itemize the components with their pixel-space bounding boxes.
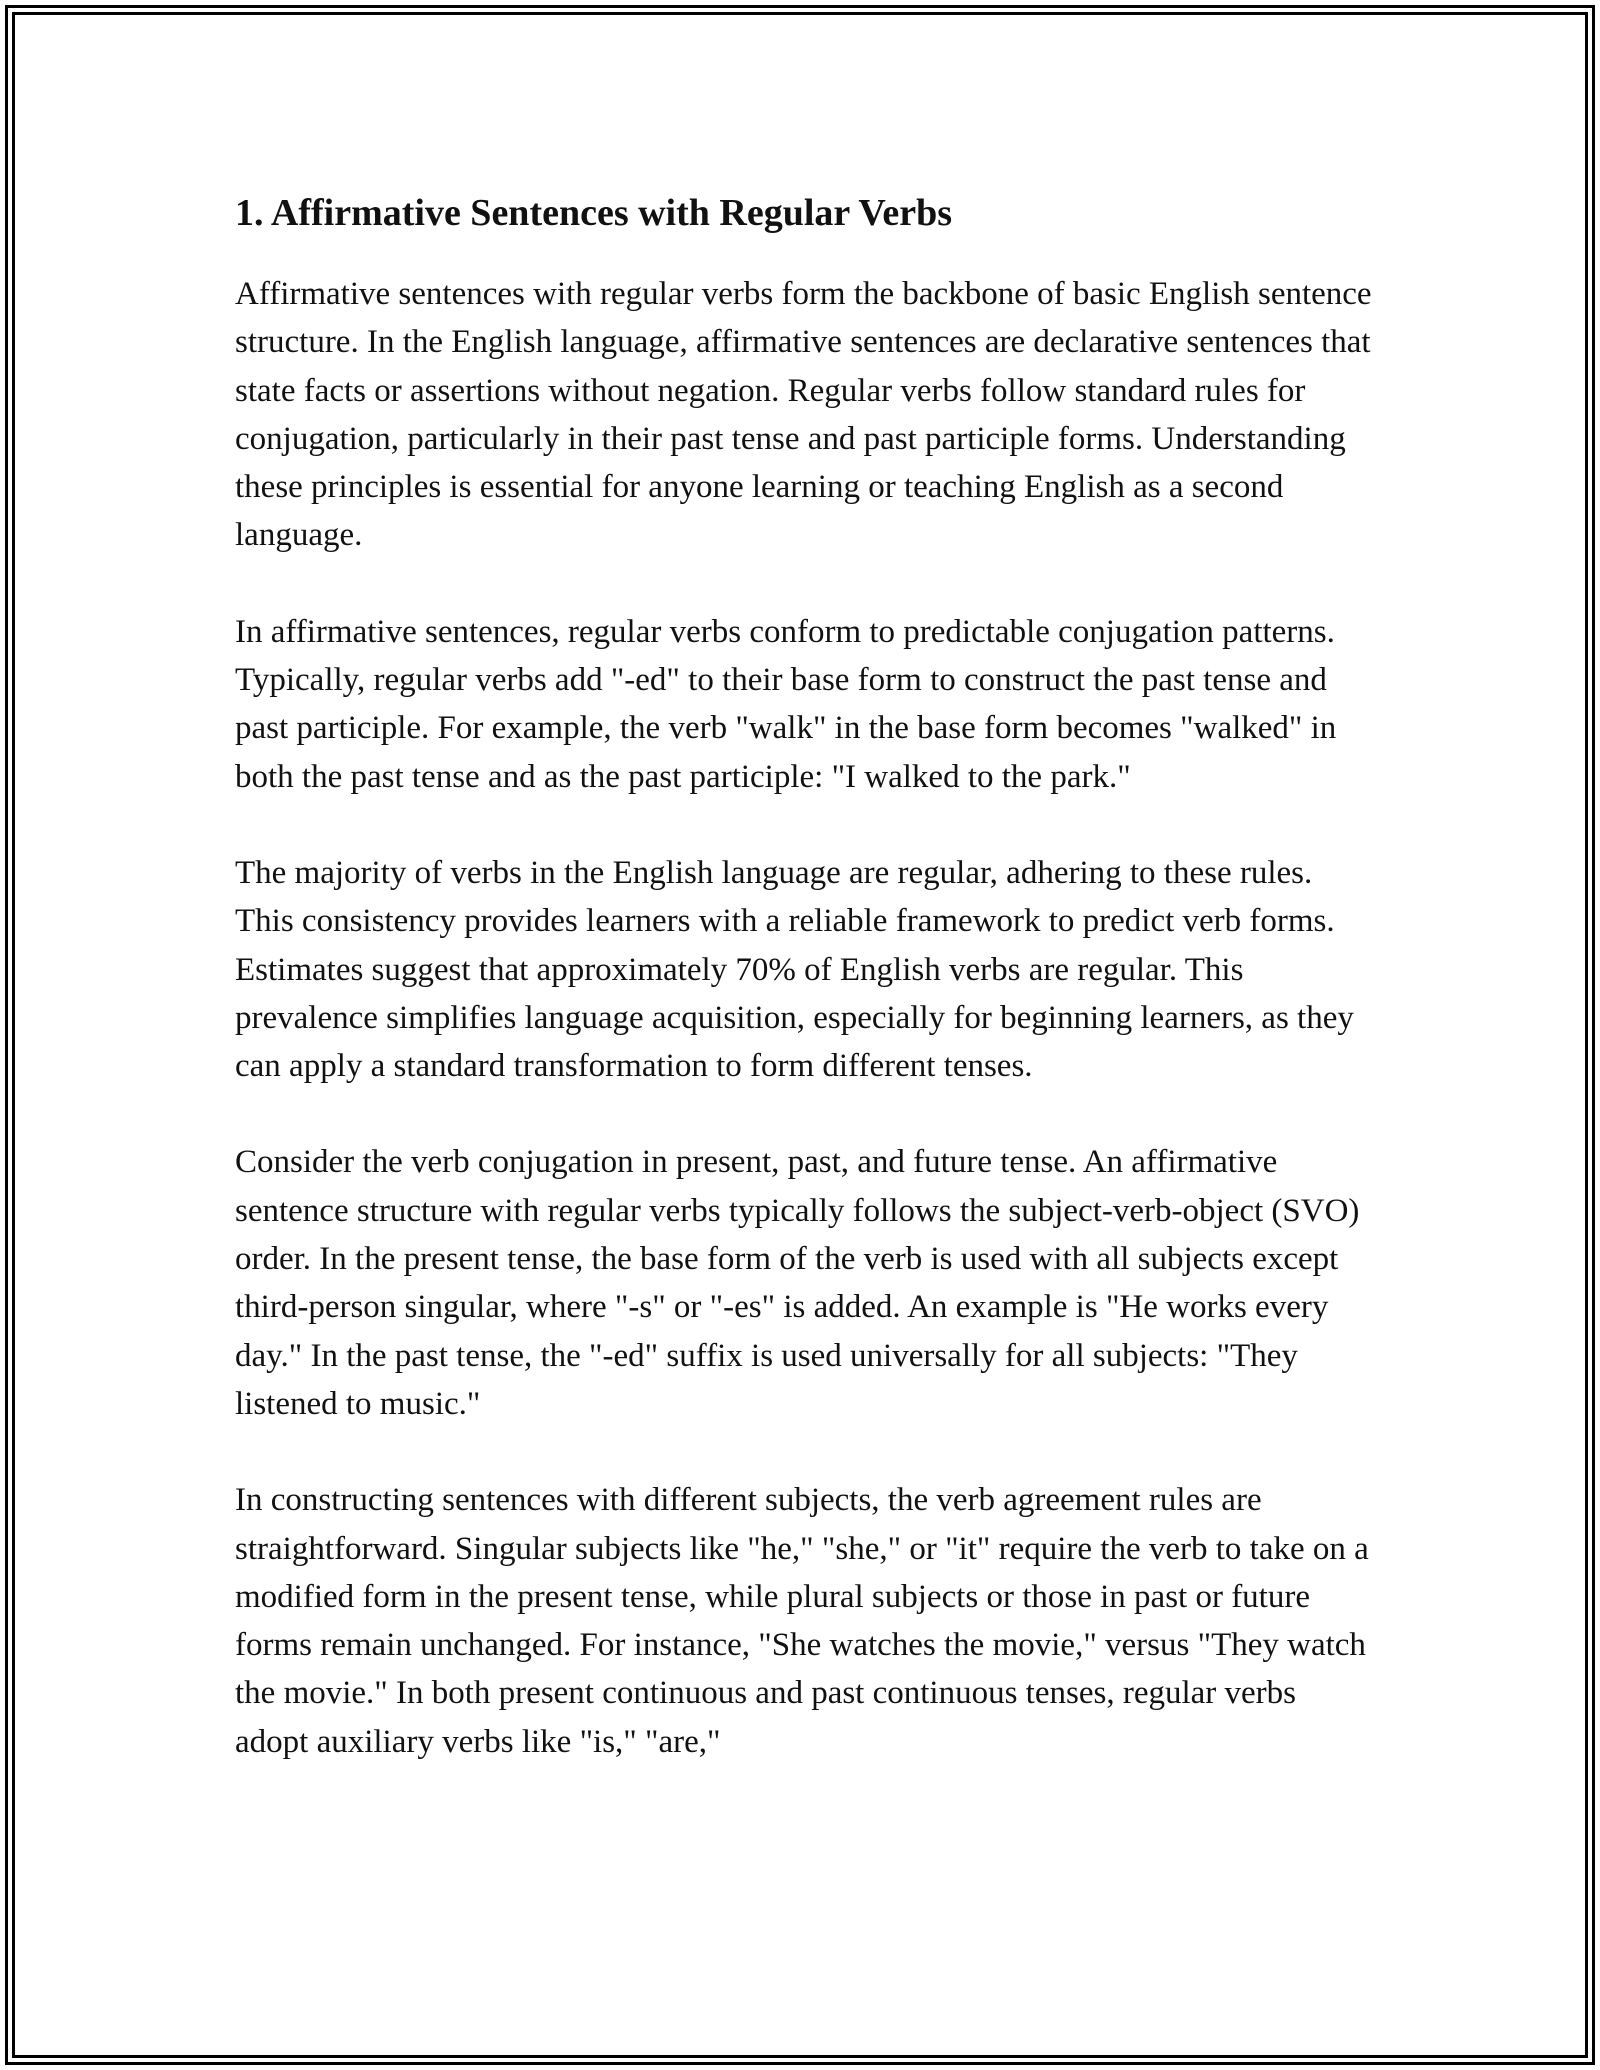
document-body: [235, 186, 1375, 1814]
paragraph-regular-majority: The majority of verbs in the English language are regular, adhering to these rules. This consistency provides learners with a reliable framework to predict verb forms. Estimates suggest that approximately 70% of English verbs are regular. This prevalence simplifies language acquisition, especially for beginning learners, as they can apply a standard transformation to form different tenses.: [235, 854, 1354, 1085]
paragraph-conjugation-patterns: In affirmative sentences, regular verbs conform to predictable conjugation patterns. Typically, regular verbs add "-ed" to their base form to construct the past tense and past participle. For example, the verb "walk" in the base form becomes "walked" in both the past tense and as the past participle: "I walked to the park.": [235, 613, 1337, 795]
section-heading: 1. Affirmative Sentences with Regular Verbs: [235, 192, 953, 234]
paragraph-tense-structure: Consider the verb conjugation in present, past, and future tense. An affirmative sentence structure with regular verbs typically follows the subject-verb-object (SVO) order. In the present tense, the base form of the verb is used with all subjects except third-person singular, where "-s" or "-es" is added. An example is "He works every day." In the past tense, the "-ed" suffix is used universally for all subjects: "They listened to music.": [235, 1144, 1360, 1422]
paragraph-intro: Affirmative sentences with regular verbs form the backbone of basic English sentence structure. In the English language, affirmative sentences are declarative sentences that state facts or assertions without negation. Regular verbs follow standard rules for conjugation, particularly in their past tense and past participle forms. Understanding these principles is essential for anyone learning or teaching English as a second language.: [235, 276, 1372, 554]
paragraph-subject-agreement: In constructing sentences with different subjects, the verb agreement rules are straightforward. Singular subjects like "he," "she," or "it" require the verb to take on a modified form in the present tense, while plural subjects or those in past or future forms remain unchanged. For instance, "She watches the movie," versus "They watch the movie." In both present continuous and past continuous tenses, regular verbs adopt auxiliary verbs like "is," "are,": [235, 1482, 1369, 1760]
